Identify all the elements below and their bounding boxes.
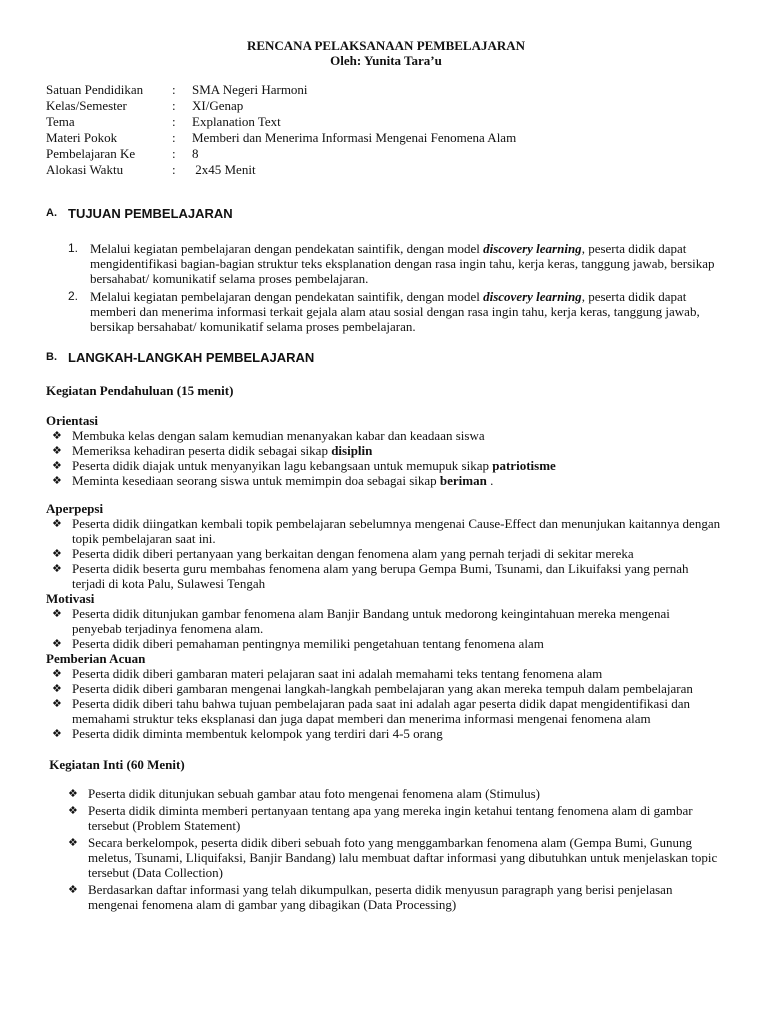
info-label: Satuan Pendidikan — [46, 82, 144, 97]
info-colon: : — [172, 162, 176, 177]
inti-title: Kegiatan Inti (60 Menit) — [46, 757, 185, 772]
list-item — [52, 696, 726, 726]
objective-text-model: discovery learning — [483, 241, 582, 256]
acuan-list — [46, 666, 726, 741]
objective-text-post: , peserta didik dapat memberi dan menerima informasi terkait gejala alam atau sosial dengan rasa ingin tahu, kerja keras, tanggung jawab, bersikap bersahabat/ komunikatif selama proses pembelajaran. — [90, 289, 700, 334]
list-item-text-bold: disiplin — [331, 443, 373, 458]
diamond-bullet-icon: ❖ — [52, 444, 62, 457]
acuan-title: Pemberian Acuan — [46, 651, 146, 666]
list-item — [52, 726, 726, 741]
objective-number: 2. — [68, 289, 79, 303]
info-label: Pembelajaran Ke — [46, 146, 136, 161]
diamond-bullet-icon: ❖ — [52, 459, 62, 472]
section-a-heading — [46, 206, 726, 221]
info-label: Kelas/Semester — [46, 98, 127, 113]
list-item-text: Peserta didik diberi tahu bahwa tujuan pembelajaran pada saat ini adalah agar peserta didik dapat mengidentifikasi dan memahami struktur teks eksplanasi dan juga dapat memberi dan menerima informasi mengenai fenomena alam — [72, 696, 690, 726]
info-value: 8 — [192, 146, 199, 161]
info-colon: : — [172, 130, 176, 145]
list-item-text — [72, 473, 722, 488]
list-item — [52, 473, 726, 488]
list-item-text — [72, 458, 722, 473]
info-table — [46, 82, 516, 178]
diamond-bullet-icon: ❖ — [68, 883, 78, 896]
orientasi-list — [46, 428, 726, 488]
list-item-text-part: Membuka kelas dengan salam kemudian menanyakan kabar dan keadaan siswa — [72, 428, 485, 443]
list-item — [52, 561, 726, 591]
diamond-bullet-icon: ❖ — [52, 429, 62, 442]
diamond-bullet-icon: ❖ — [68, 836, 78, 849]
info-value: Explanation Text — [192, 114, 281, 129]
section-a-title: TUJUAN PEMBELAJARAN — [68, 206, 233, 221]
list-item — [52, 606, 726, 636]
diamond-bullet-icon: ❖ — [68, 804, 78, 817]
diamond-bullet-icon: ❖ — [52, 607, 62, 620]
list-item-text-part: Memeriksa kehadiran peserta didik sebagai sikap — [72, 443, 332, 458]
list-item-text: Peserta didik diminta membentuk kelompok yang terdiri dari 4-5 orang — [72, 726, 443, 741]
document-page — [46, 38, 726, 914]
section-b-title: LANGKAH-LANGKAH PEMBELAJARAN — [68, 350, 315, 365]
motivasi-list — [46, 606, 726, 651]
info-colon: : — [172, 82, 176, 97]
inti-list — [46, 786, 726, 912]
objectives-list — [46, 241, 726, 334]
list-item-text: Peserta didik diberi pertanyaan yang berkaitan dengan fenomena alam yang pernah terjadi di sekitar mereka — [72, 546, 634, 561]
diamond-bullet-icon: ❖ — [52, 562, 62, 575]
objective-text-pre: Melalui kegiatan pembelajaran dengan pendekatan saintifik, dengan model — [90, 289, 484, 304]
info-value: 2x45 Menit — [192, 162, 256, 177]
diamond-bullet-icon: ❖ — [52, 474, 62, 487]
orientasi-title: Orientasi — [46, 413, 98, 428]
info-value: SMA Negeri Harmoni — [192, 82, 308, 97]
section-b-heading — [46, 350, 726, 365]
objective-text-model: discovery learning — [483, 289, 582, 304]
objective-text — [90, 289, 720, 334]
info-row — [46, 114, 516, 130]
info-row — [46, 146, 516, 162]
info-row — [46, 82, 516, 98]
list-item-text-part: . — [486, 473, 494, 488]
list-item-text: Peserta didik diberi gambaran materi pelajaran saat ini adalah memahami teks tentang fenomena alam — [72, 666, 603, 681]
list-item-text: Berdasarkan daftar informasi yang telah dikumpulkan, peserta didik menyusun paragraph yang berisi penjelasan mengenai fenomena alam di gambar yang dibagikan (Data Processing) — [88, 882, 673, 912]
list-item — [68, 803, 726, 833]
objective-item — [68, 289, 726, 334]
apersepsi-list — [46, 516, 726, 591]
list-item-text — [72, 443, 722, 458]
list-item — [68, 786, 726, 801]
document-title: RENCANA PELAKSANAAN PEMBELAJARAN — [246, 38, 526, 53]
list-item — [52, 516, 726, 546]
section-a-letter: A. — [46, 207, 57, 219]
list-item — [52, 681, 726, 696]
list-item-text: Peserta didik diingatkan kembali topik pembelajaran sebelumnya mengenai Cause-Effect dan menunjukan kaitannya dengan topik pembelajaran saat ini. — [72, 516, 721, 546]
list-item — [52, 636, 726, 651]
diamond-bullet-icon: ❖ — [52, 727, 62, 740]
list-item-text: Peserta didik ditunjukan gambar fenomena alam Banjir Bandang untuk medorong keingintahuan mereka mengenai penyebab terjadinya fenomena alam. — [72, 606, 670, 636]
objective-item — [68, 241, 726, 286]
section-b-letter: B. — [46, 351, 57, 363]
info-value: XI/Genap — [192, 98, 244, 113]
list-item-text: Peserta didik beserta guru membahas fenomena alam yang berupa Gempa Bumi, Tsunami, dan Likuifaksi yang pernah terjadi di kota Palu, Sulawesi Tengah — [72, 561, 689, 591]
list-item-text: Peserta didik ditunjukan sebuah gambar atau foto mengenai fenomena alam (Stimulus) — [88, 786, 540, 801]
info-colon: : — [172, 114, 176, 129]
document-author: Oleh: Yunita Tara’u — [330, 53, 442, 68]
motivasi-title: Motivasi — [46, 591, 95, 606]
apersepsi-title: Aperpepsi — [46, 501, 104, 516]
list-item-text: Secara berkelompok, peserta didik diberi sebuah foto yang menggambarkan fenomena alam (Gempa Bumi, Gunung meletus, Tsunami, Lliquifaksi, Banjir Bandang) lalu membuat daftar informasi yang dibutuhkan untuk menjelaskan topic tersebut (Data Collection) — [88, 835, 718, 880]
diamond-bullet-icon: ❖ — [68, 787, 78, 800]
info-label: Alokasi Waktu — [46, 162, 124, 177]
list-item — [52, 666, 726, 681]
diamond-bullet-icon: ❖ — [52, 667, 62, 680]
list-item-text — [72, 428, 722, 443]
list-item-text: Peserta didik diberi pemahaman pentingnya memiliki pengetahuan tentang fenomena alam — [72, 636, 544, 651]
info-label: Tema — [46, 114, 75, 129]
diamond-bullet-icon: ❖ — [52, 697, 62, 710]
list-item — [52, 546, 726, 561]
objective-text — [90, 241, 720, 286]
list-item — [68, 835, 726, 880]
info-colon: : — [172, 146, 176, 161]
diamond-bullet-icon: ❖ — [52, 547, 62, 560]
pendahuluan-title: Kegiatan Pendahuluan (15 menit) — [46, 383, 234, 398]
list-item-text-part: Peserta didik diajak untuk menyanyikan lagu kebangsaan untuk memupuk sikap — [72, 458, 493, 473]
objective-number: 1. — [68, 241, 79, 255]
objective-text-post: , peserta didik dapat mengidentifikasi bagian-bagian struktur teks eksplanation dengan rasa ingin tahu, kerja keras, tanggung jawab, bersikap bersahabat/ komunikatif selama proses pembelajaran. — [90, 241, 715, 286]
list-item-text-bold: patriotisme — [492, 458, 556, 473]
diamond-bullet-icon: ❖ — [52, 682, 62, 695]
list-item — [52, 443, 726, 458]
diamond-bullet-icon: ❖ — [52, 637, 62, 650]
info-value: Memberi dan Menerima Informasi Mengenai Fenomena Alam — [192, 130, 517, 145]
objective-text-pre: Melalui kegiatan pembelajaran dengan pendekatan saintifik, dengan model — [90, 241, 484, 256]
list-item-text-bold: beriman — [439, 473, 487, 488]
list-item — [52, 458, 726, 473]
list-item-text: Peserta didik diminta memberi pertanyaan tentang apa yang mereka ingin ketahui tentang fenomena alam di gambar tersebut (Problem Statement) — [88, 803, 693, 833]
info-row — [46, 162, 516, 178]
info-row — [46, 98, 516, 114]
diamond-bullet-icon: ❖ — [52, 517, 62, 530]
list-item-text: Peserta didik diberi gambaran mengenai langkah-langkah pembelajaran yang akan mereka tempuh dalam pembelajaran — [72, 681, 693, 696]
info-colon: : — [172, 98, 176, 113]
info-label: Materi Pokok — [46, 130, 118, 145]
list-item — [68, 882, 726, 912]
list-item-text-part: Meminta kesediaan seorang siswa untuk memimpin doa sebagai sikap — [72, 473, 440, 488]
info-row — [46, 130, 516, 146]
list-item — [52, 428, 726, 443]
